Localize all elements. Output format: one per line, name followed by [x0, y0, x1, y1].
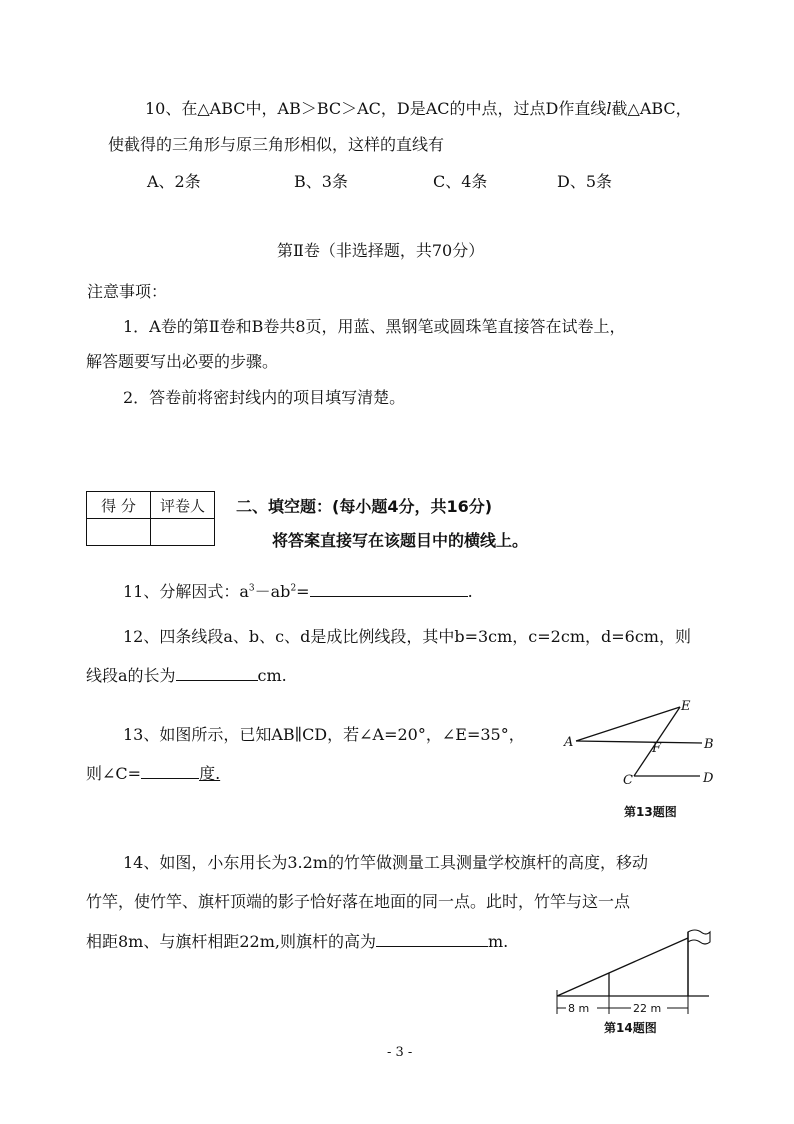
grader-header: 评卷人	[151, 492, 215, 519]
q13-figure	[560, 698, 720, 798]
flag-icon	[688, 930, 710, 944]
q10-line1-text: 10、在△ABC中，AB＞BC＞AC，D是AC的中点，过点D作直线	[145, 99, 607, 118]
label-e: E	[681, 699, 691, 714]
q10-line1	[145, 96, 692, 119]
dim2-label: 22 m	[633, 1002, 662, 1015]
q11-end: .	[467, 582, 473, 601]
notice1-line2: 解答题要写出必要的步骤。	[86, 352, 279, 371]
q11	[123, 578, 473, 602]
q12-prefix: 线段a的长为	[86, 666, 176, 685]
q13-prefix: 则∠C=	[86, 764, 142, 783]
q12-answer-blank[interactable]	[176, 662, 258, 681]
q14-suffix: m.	[487, 932, 509, 951]
q10-option-a: A、2条	[147, 172, 201, 191]
q11-exp1: 3	[248, 583, 255, 594]
grader-cell[interactable]	[151, 519, 215, 546]
notice1-line1: 1．A卷的第Ⅱ卷和B卷共8页，用蓝、黑钢笔或圆珠笔直接答在试卷上，	[123, 317, 626, 336]
page-number: - 3 -	[387, 1045, 413, 1060]
label-b: B	[704, 737, 714, 752]
q13-answer-blank[interactable]	[141, 760, 199, 779]
q11-mid: －ab	[254, 582, 291, 601]
q11-exp2: 2	[290, 583, 297, 594]
q13-line1: 13、如图所示，已知AB∥CD，若∠A=20°，∠E=35°，	[123, 725, 525, 744]
q10-option-d: D、5条	[557, 172, 613, 191]
q14-caption: 第14题图	[604, 1021, 657, 1035]
q14-line3	[86, 928, 508, 952]
q10-option-b: B、3条	[294, 172, 348, 191]
q14-figure	[553, 922, 713, 1020]
line-ae	[576, 707, 680, 741]
q11-answer-blank[interactable]	[310, 578, 468, 597]
score-table	[86, 491, 215, 546]
score-cell[interactable]	[87, 519, 151, 546]
label-a: A	[564, 735, 574, 750]
q14-line1: 14、如图，小东用长为3.2m的竹竿做测量工具测量学校旗杆的高度，移动	[123, 853, 648, 872]
q12-line1: 12、四条线段a、b、c、d是成比例线段，其中b=3cm，c=2cm，d=6cm，则	[123, 627, 691, 646]
section2-title: 第Ⅱ卷（非选择题，共70分）	[277, 241, 485, 260]
q13-line2	[86, 760, 220, 784]
q10-line1-end: 截△ABC，	[611, 99, 692, 118]
label-c: C	[623, 773, 633, 788]
q13-suffix: 度.	[199, 764, 221, 783]
fill-heading: 二、填空题：(每小题4分，共16分)	[236, 497, 493, 516]
dim1-label: 8 m	[568, 1002, 590, 1015]
notice-label: 注意事项：	[87, 282, 168, 301]
q12-suffix: cm.	[257, 666, 287, 685]
q12-line2	[86, 662, 287, 686]
q11-eq: =	[296, 582, 310, 601]
q14-answer-blank[interactable]	[376, 928, 488, 947]
line-ab	[576, 741, 702, 743]
q14-line2: 竹竿，使竹竿、旗杆顶端的影子恰好落在地面的同一点。此时，竹竿与这一点	[86, 892, 631, 911]
q10-l-symbol: l	[606, 99, 612, 118]
fill-instruction: 将答案直接写在该题目中的横线上。	[272, 531, 529, 550]
q14-prefix: 相距8m、与旗杆相距22m,则旗杆的高为	[86, 932, 376, 951]
q13-caption: 第13题图	[624, 805, 677, 819]
q10-option-c: C、4条	[433, 172, 488, 191]
sight-line	[557, 938, 688, 996]
q10-line2: 使截得的三角形与原三角形相似，这样的直线有	[108, 135, 445, 154]
label-f: F	[652, 741, 662, 756]
notice2: 2．答卷前将密封线内的项目填写清楚。	[123, 388, 406, 407]
label-d: D	[703, 771, 714, 786]
q11-prefix: 11、分解因式：a	[123, 582, 249, 601]
score-header: 得 分	[87, 492, 151, 519]
